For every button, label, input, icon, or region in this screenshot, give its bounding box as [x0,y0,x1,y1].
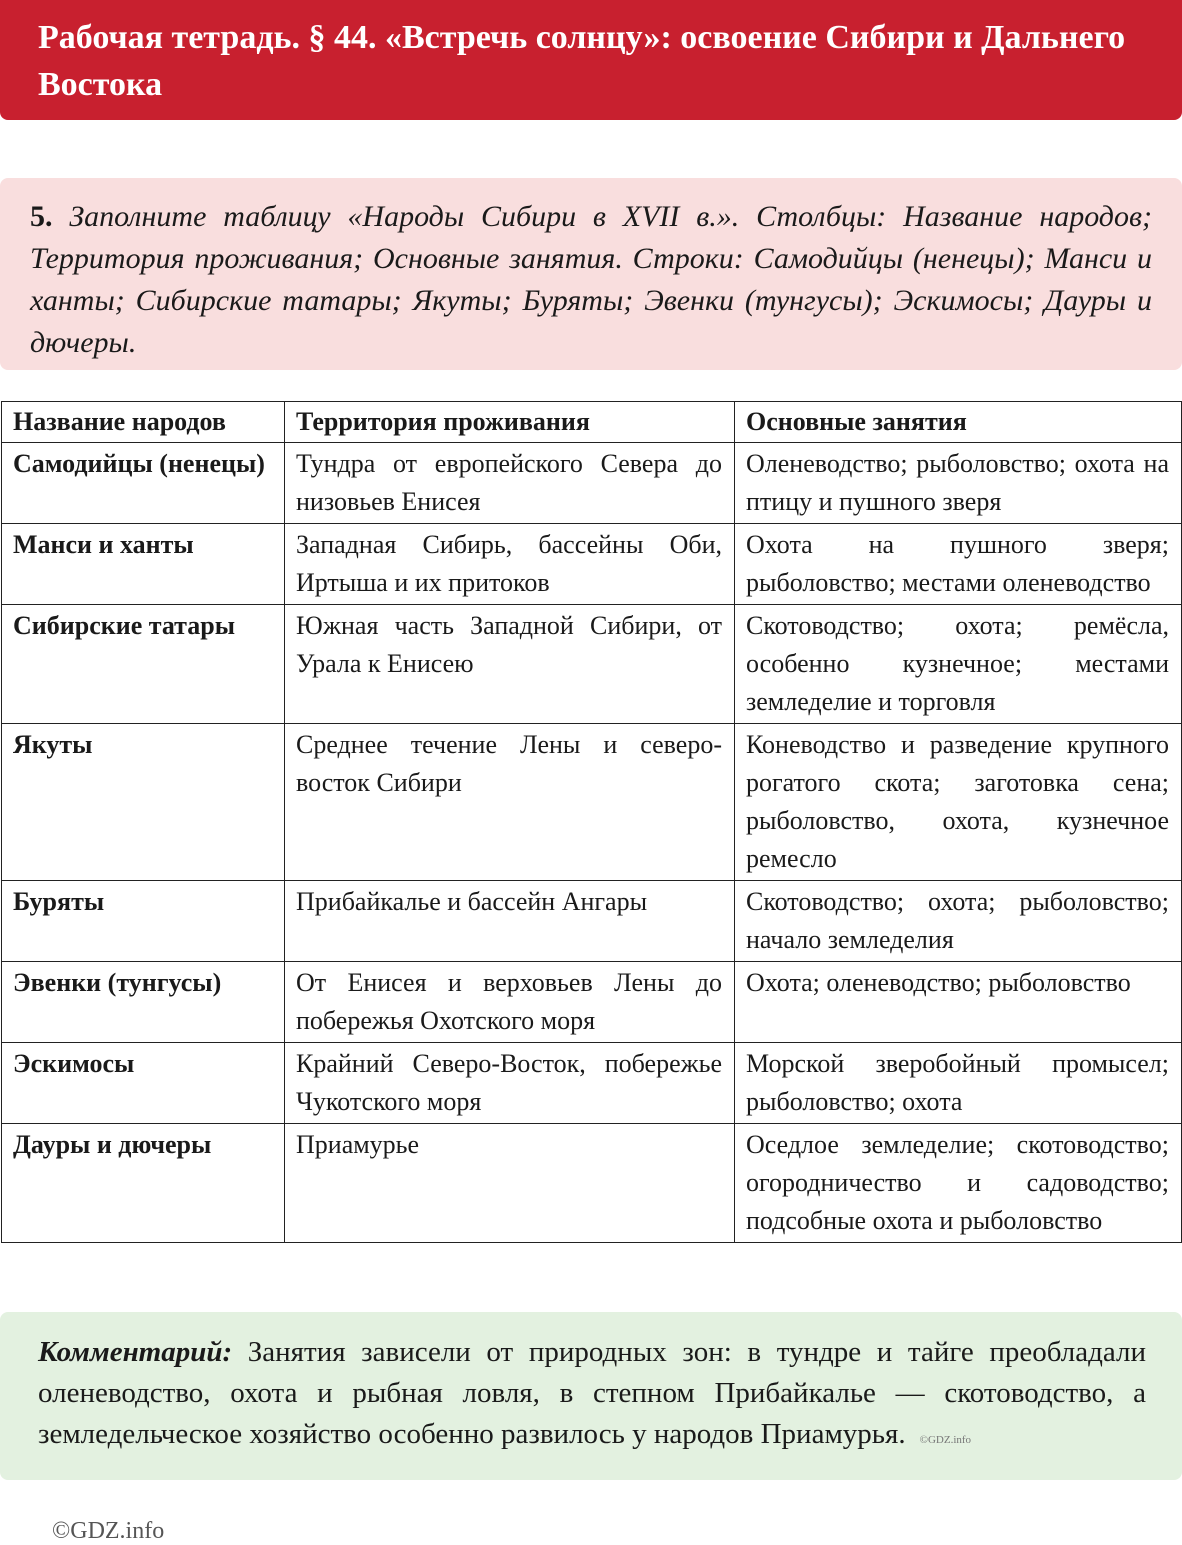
task-box [0,178,1182,370]
people-occupation: Охота; оленеводство; рыболовство [735,962,1182,1043]
table-header-row [2,402,1182,443]
people-occupation: Морской зверобойный промысел; рыболовство; охота [735,1043,1182,1124]
table-row [2,524,1182,605]
table-row [2,962,1182,1043]
people-occupation: Скотоводство; охота; ремёсла, особенно кузнечное; местами земледелие и торговля [735,605,1182,724]
people-name: Самодийцы (ненецы) [2,443,285,524]
table-row [2,605,1182,724]
people-name: Якуты [2,724,285,881]
column-header-name: Название народов [2,402,285,443]
people-territory: Крайний Северо-Восток, побережье Чукотского моря [285,1043,735,1124]
table-row [2,881,1182,962]
people-occupation: Оленеводство; рыболовство; охота на птицу и пушного зверя [735,443,1182,524]
people-name: Эвенки (тунгусы) [2,962,285,1043]
people-name: Сибирские татары [2,605,285,724]
table-row [2,724,1182,881]
people-occupation: Скотоводство; охота; рыболовство; начало земледелия [735,881,1182,962]
people-territory: Западная Сибирь, бассейны Оби, Иртыша и их притоков [285,524,735,605]
comment-label: Комментарий: [38,1336,233,1368]
people-occupation: Оседлое земледелие; скотоводство; огородничество и садоводство; подсобные охота и рыболовство [735,1124,1182,1243]
footer-watermark: ©GDZ.info [52,1518,165,1544]
task-statement [30,196,1152,364]
people-territory: Прибайкалье и бассейн Ангары [285,881,735,962]
people-territory: От Енисея и верховьев Лены до побережья Охотского моря [285,962,735,1043]
task-number: 5. [30,200,53,233]
table-row [2,443,1182,524]
column-header-occupation: Основные занятия [735,402,1182,443]
people-territory: Приамурье [285,1124,735,1243]
comment-paragraph [38,1332,1146,1461]
people-name: Буряты [2,881,285,962]
people-name: Манси и ханты [2,524,285,605]
people-occupation: Охота на пушного зверя; рыболовство; местами оленеводство [735,524,1182,605]
comment-watermark: ©GDZ.info [919,1434,972,1446]
table-row [2,1043,1182,1124]
column-header-territory: Территория проживания [285,402,735,443]
table-row [2,1124,1182,1243]
people-territory: Тундра от европейского Севера до низовьев Енисея [285,443,735,524]
people-territory: Южная часть Западной Сибири, от Урала к Енисею [285,605,735,724]
people-occupation: Коневодство и разведение крупного рогатого скота; заготовка сена; рыболовство, охота, кузнечное ремесло [735,724,1182,881]
comment-text: Занятия зависели от природных зон: в тундре и тайге преобладали оленеводство, охота и рыбная ловля, в степном Прибайкалье — скотоводство, а земледельческое хозяйство особенно развилось у народов Приамурья. [38,1336,1147,1450]
peoples-table [1,401,1182,1243]
people-name: Эскимосы [2,1043,285,1124]
people-name: Дауры и дючеры [2,1124,285,1243]
header-banner [0,0,1182,120]
comment-box [0,1312,1182,1480]
task-text: Заполните таблицу «Народы Сибири в XVII в.». Столбцы: Название народов; Территория проживания; Основные занятия. Строки: Самодийцы (ненецы); Манси и ханты; Сибирские татары; Якуты; Буряты; Эвенки (тунгусы); Эскимосы; Дауры и дючеры. [30,200,1152,359]
people-territory: Среднее течение Лены и северо-восток Сибири [285,724,735,881]
page-title: Рабочая тетрадь. § 44. «Встречь солнцу»: освоение Сибири и Дальнего Востока [38,19,1126,103]
